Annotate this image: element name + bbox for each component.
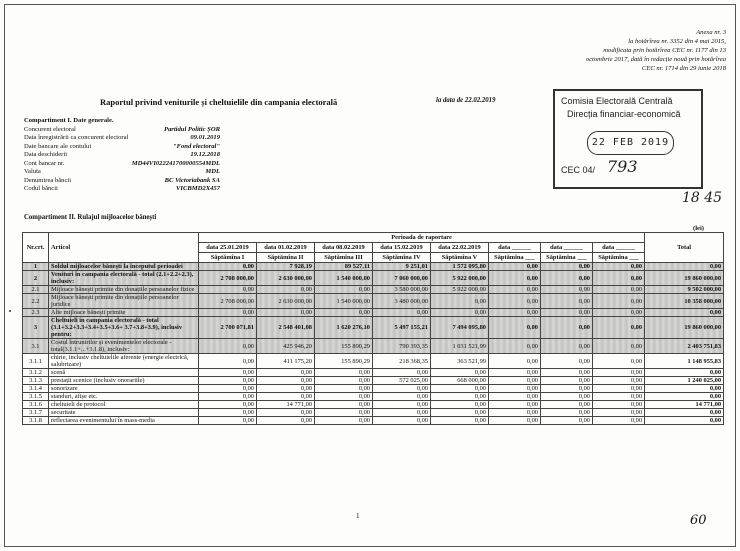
row-article: Mijloace bănești primite din donațiile persoanelor juridice bbox=[49, 294, 199, 309]
row-value: 9 251,01 bbox=[373, 263, 431, 271]
row-number: 2 bbox=[23, 271, 49, 286]
row-value: 0,00 bbox=[199, 385, 257, 393]
row-value: 89 527,11 bbox=[315, 263, 373, 271]
row-value: 0,00 bbox=[431, 309, 489, 317]
row-value: 0,00 bbox=[315, 401, 373, 409]
row-value: 0,00 bbox=[257, 377, 315, 385]
currency-unit: (lei) bbox=[693, 225, 704, 232]
row-value: 668 000,00 bbox=[431, 377, 489, 385]
row-value: 0,00 bbox=[431, 393, 489, 401]
table-row bbox=[23, 263, 724, 271]
row-value: 0,00 bbox=[489, 286, 541, 294]
row-value: 0,00 bbox=[489, 369, 541, 377]
row-value: 0,00 bbox=[593, 409, 645, 417]
period-week-header: Săptămîna II bbox=[257, 253, 315, 263]
table-row bbox=[23, 317, 724, 339]
row-article: Alte mijloace bănești primite bbox=[49, 309, 199, 317]
field-value: "Fond electoral" bbox=[172, 142, 220, 150]
row-value: 155 890,29 bbox=[315, 339, 373, 354]
period-date-header: data ______ bbox=[489, 243, 541, 253]
row-value: 0,00 bbox=[315, 393, 373, 401]
row-number: 1 bbox=[23, 263, 49, 271]
row-value: 0,00 bbox=[199, 409, 257, 417]
row-value: 0,00 bbox=[257, 385, 315, 393]
page-number: 1 bbox=[356, 512, 360, 520]
row-value: 0,00 bbox=[373, 417, 431, 425]
row-value: 1 620 276,10 bbox=[315, 317, 373, 339]
row-value: 0,00 bbox=[593, 339, 645, 354]
row-value: 0,00 bbox=[541, 286, 593, 294]
period-date-header: data 08.02.2019 bbox=[315, 243, 373, 253]
row-value: 0,00 bbox=[489, 339, 541, 354]
stamp-line-4: CEC 04/ bbox=[561, 165, 596, 175]
row-article: standuri, afișe etc. bbox=[49, 393, 199, 401]
row-article: Costul întrunirilor și evenimentelor electorale - total(3.1.1+...+3.1.8), inclusiv: bbox=[49, 339, 199, 354]
row-value: 0,00 bbox=[489, 393, 541, 401]
row-value: 2 630 000,00 bbox=[257, 271, 315, 286]
row-value: 1 540 000,00 bbox=[315, 271, 373, 286]
period-week-header: Săptămîna ___ bbox=[541, 253, 593, 263]
period-week-header: Săptămîna I bbox=[199, 253, 257, 263]
col-nr-header: Nr.crt. bbox=[23, 233, 49, 263]
row-value: 411 175,20 bbox=[257, 354, 315, 369]
row-value: 0,00 bbox=[257, 417, 315, 425]
field-label: Denumirea băncii bbox=[24, 176, 72, 184]
row-value: 0,00 bbox=[489, 263, 541, 271]
row-total: 19 860 000,00 bbox=[645, 271, 724, 286]
row-value: 155 890,29 bbox=[315, 354, 373, 369]
row-article: Cheltuieli în campania electorală - total (3.1+3.2+3.3+3.4+3.5+3.6+ 3.7+3.8+3.9), inclusiv pentru: bbox=[49, 317, 199, 339]
annex-line: Anexa nr. 3 bbox=[696, 29, 726, 36]
row-value: 0,00 bbox=[541, 317, 593, 339]
table-row bbox=[23, 354, 724, 369]
row-value: 0,00 bbox=[489, 354, 541, 369]
stamp-line-1: Comisia Electorală Centrală bbox=[561, 96, 673, 106]
row-value: 0,00 bbox=[431, 294, 489, 309]
row-value: 790 393,35 bbox=[373, 339, 431, 354]
period-date-header: data 15.02.2019 bbox=[373, 243, 431, 253]
cashflow-table bbox=[22, 232, 724, 425]
period-week-header: Săptămîna IV bbox=[373, 253, 431, 263]
row-value: 0,00 bbox=[315, 286, 373, 294]
row-value: 0,00 bbox=[541, 263, 593, 271]
row-value: 0,00 bbox=[431, 417, 489, 425]
row-value: 3 480 000,00 bbox=[373, 294, 431, 309]
field-value: BC Victoriabank SA bbox=[164, 176, 220, 184]
handwritten-page-number: 60 bbox=[690, 513, 707, 528]
row-number: 3.1.7 bbox=[23, 409, 49, 417]
row-number: 3.1 bbox=[23, 339, 49, 354]
row-value: 0,00 bbox=[199, 393, 257, 401]
field-label: Data deschiderii bbox=[24, 151, 68, 158]
row-article: Venituri în campania electorală - total (2.1+2.2+2.3), inclusiv: bbox=[49, 271, 199, 286]
row-value: 0,00 bbox=[593, 385, 645, 393]
row-total: 0,00 bbox=[645, 309, 724, 317]
row-value: 0,00 bbox=[315, 409, 373, 417]
row-total: 14 771,00 bbox=[645, 401, 724, 409]
row-number: 2.2 bbox=[23, 294, 49, 309]
row-value: 0,00 bbox=[431, 385, 489, 393]
row-value: 0,00 bbox=[593, 317, 645, 339]
row-value: 0,00 bbox=[199, 417, 257, 425]
period-header: Perioada de raportare bbox=[199, 233, 645, 243]
report-title: Raportul privind veniturile și cheltuielile din campania electorală bbox=[100, 97, 338, 107]
row-number: 3.1.4 bbox=[23, 385, 49, 393]
row-value: 3 580 000,00 bbox=[373, 286, 431, 294]
row-value: 1 031 521,99 bbox=[431, 339, 489, 354]
row-value: 7 928,19 bbox=[257, 263, 315, 271]
row-total: 1 148 955,83 bbox=[645, 354, 724, 369]
row-value: 7 494 095,80 bbox=[431, 317, 489, 339]
annex-note bbox=[506, 28, 726, 73]
row-value: 0,00 bbox=[541, 369, 593, 377]
row-value: 0,00 bbox=[593, 393, 645, 401]
row-value: 0,00 bbox=[593, 354, 645, 369]
row-value: 0,00 bbox=[489, 401, 541, 409]
col-article-header: Articol bbox=[49, 233, 199, 263]
field-value: 09.01.2019 bbox=[190, 134, 220, 141]
period-week-header: Săptămîna ___ bbox=[489, 253, 541, 263]
row-total: 19 860 000,00 bbox=[645, 317, 724, 339]
row-total: 9 502 000,00 bbox=[645, 286, 724, 294]
stamp-handwritten-number: 793 bbox=[607, 157, 638, 176]
row-value: 0,00 bbox=[373, 385, 431, 393]
row-value: 5 922 000,00 bbox=[431, 286, 489, 294]
row-value: 0,00 bbox=[199, 401, 257, 409]
row-value: 2 708 000,00 bbox=[199, 271, 257, 286]
row-article: Mijloace bănești primite din donațiile persoanelor fizice bbox=[49, 286, 199, 294]
field-value: MD44VI022241700000554MDL bbox=[131, 159, 220, 167]
row-value: 0,00 bbox=[541, 377, 593, 385]
row-article: prestații scenice (inclusiv onorariile) bbox=[49, 377, 199, 385]
row-value: 0,00 bbox=[489, 294, 541, 309]
row-value: 0,00 bbox=[199, 377, 257, 385]
row-value: 0,00 bbox=[593, 263, 645, 271]
table-row bbox=[23, 393, 724, 401]
field-label: Date bancare ale contului bbox=[24, 142, 92, 150]
row-value: 0,00 bbox=[541, 354, 593, 369]
row-number: 3.1.8 bbox=[23, 417, 49, 425]
row-value: 0,00 bbox=[593, 377, 645, 385]
row-article: chirie, inclusiv cheltuielile aferente (energie electrică, salubrizare) bbox=[49, 354, 199, 369]
row-value: 0,00 bbox=[315, 385, 373, 393]
row-value: 0,00 bbox=[199, 339, 257, 354]
row-value: 0,00 bbox=[489, 409, 541, 417]
row-number: 2.3 bbox=[23, 309, 49, 317]
general-field-row bbox=[24, 125, 220, 135]
annex-line: modificata prin hotărîrea CEC nr. 1177 din 13 bbox=[603, 47, 726, 54]
row-value: 0,00 bbox=[373, 369, 431, 377]
row-value: 2 700 071,81 bbox=[199, 317, 257, 339]
row-article: sonorizare bbox=[49, 385, 199, 393]
row-value: 0,00 bbox=[373, 409, 431, 417]
general-fields bbox=[24, 125, 220, 194]
period-date-header: data 01.02.2019 bbox=[257, 243, 315, 253]
row-value: 425 946,20 bbox=[257, 339, 315, 354]
row-value: 0,00 bbox=[315, 369, 373, 377]
row-value: 0,00 bbox=[541, 401, 593, 409]
row-value: 0,00 bbox=[431, 369, 489, 377]
row-number: 3.1.6 bbox=[23, 401, 49, 409]
row-value: 0,00 bbox=[257, 369, 315, 377]
row-number: 3.1.2 bbox=[23, 369, 49, 377]
general-field-row bbox=[24, 176, 220, 186]
table-row bbox=[23, 309, 724, 317]
row-value: 1 572 095,80 bbox=[431, 263, 489, 271]
table-row bbox=[23, 401, 724, 409]
row-value: 0,00 bbox=[593, 294, 645, 309]
field-label: Concurent electoral bbox=[24, 125, 76, 133]
table-row bbox=[23, 417, 724, 425]
row-number: 3.1.5 bbox=[23, 393, 49, 401]
row-value: 5 497 155,21 bbox=[373, 317, 431, 339]
table-row bbox=[23, 339, 724, 354]
row-value: 0,00 bbox=[373, 309, 431, 317]
row-value: 0,00 bbox=[541, 393, 593, 401]
row-value: 0,00 bbox=[199, 263, 257, 271]
row-value: 0,00 bbox=[541, 409, 593, 417]
row-number: 3.1.3 bbox=[23, 377, 49, 385]
registration-stamp bbox=[553, 89, 703, 189]
row-total: 10 358 000,00 bbox=[645, 294, 724, 309]
row-value: 0,00 bbox=[199, 369, 257, 377]
row-value: 5 922 000,00 bbox=[431, 271, 489, 286]
row-value: 2 630 000,00 bbox=[257, 294, 315, 309]
col-total-header: Total bbox=[645, 233, 724, 263]
row-value: 0,00 bbox=[541, 339, 593, 354]
annex-line: octombrie 2017, dată în redacție nouă prin hotărîrea bbox=[585, 56, 726, 63]
row-value: 0,00 bbox=[373, 401, 431, 409]
row-value: 2 548 401,08 bbox=[257, 317, 315, 339]
row-total: 0,00 bbox=[645, 385, 724, 393]
row-value: 572 025,00 bbox=[373, 377, 431, 385]
row-value: 0,00 bbox=[593, 271, 645, 286]
row-value: 0,00 bbox=[541, 309, 593, 317]
row-value: 0,00 bbox=[593, 401, 645, 409]
period-week-header: Săptămîna V bbox=[431, 253, 489, 263]
handwritten-note: 18 45 bbox=[682, 190, 723, 206]
row-value: 0,00 bbox=[431, 401, 489, 409]
row-number: 3.1.1 bbox=[23, 354, 49, 369]
row-value: 0,00 bbox=[541, 294, 593, 309]
row-value: 0,00 bbox=[489, 417, 541, 425]
row-value: 0,00 bbox=[593, 286, 645, 294]
row-total: 0,00 bbox=[645, 369, 724, 377]
row-value: 0,00 bbox=[489, 309, 541, 317]
row-article: securitate bbox=[49, 409, 199, 417]
row-value: 363 521,99 bbox=[431, 354, 489, 369]
row-article: Soldul mijloacelor bănești la începutul perioadei bbox=[49, 263, 199, 271]
period-week-header: Săptămîna ___ bbox=[593, 253, 645, 263]
row-value: 0,00 bbox=[257, 409, 315, 417]
field-value: MDL bbox=[205, 168, 220, 175]
field-value: Partidul Politic ȘOR bbox=[163, 125, 220, 133]
row-value: 0,00 bbox=[257, 286, 315, 294]
period-week-header: Săptămîna III bbox=[315, 253, 373, 263]
row-value: 7 060 000,00 bbox=[373, 271, 431, 286]
general-field-row bbox=[24, 134, 220, 143]
row-article: scenă bbox=[49, 369, 199, 377]
row-total: 0,00 bbox=[645, 263, 724, 271]
row-value: 0,00 bbox=[489, 271, 541, 286]
section-general-data bbox=[24, 117, 220, 194]
field-label: Cont bancar nr. bbox=[24, 159, 65, 167]
row-value: 0,00 bbox=[257, 393, 315, 401]
row-total: 1 240 025,00 bbox=[645, 377, 724, 385]
table-row bbox=[23, 271, 724, 286]
row-value: 0,00 bbox=[257, 309, 315, 317]
row-value: 218 368,35 bbox=[373, 354, 431, 369]
row-total: 0,00 bbox=[645, 409, 724, 417]
row-article: cheltuieli de protocol bbox=[49, 401, 199, 409]
table-row bbox=[23, 409, 724, 417]
row-value: 0,00 bbox=[489, 385, 541, 393]
row-value: 2 708 000,00 bbox=[199, 294, 257, 309]
section-2-heading: Compartiment II. Rulajul mijloacelor bănești bbox=[24, 214, 157, 221]
row-total: 0,00 bbox=[645, 393, 724, 401]
row-value: 0,00 bbox=[593, 417, 645, 425]
row-value: 0,00 bbox=[199, 354, 257, 369]
field-value: 19.12.2018 bbox=[190, 151, 220, 158]
period-date-header: data ______ bbox=[593, 243, 645, 253]
annex-line: la hotărîrea nr. 3352 din 4 mai 2015, bbox=[628, 38, 726, 45]
period-date-header: data ______ bbox=[541, 243, 593, 253]
table-row bbox=[23, 385, 724, 393]
general-field-row bbox=[24, 159, 220, 169]
field-value: VICBMD2X457 bbox=[176, 185, 220, 192]
row-total: 2 403 751,83 bbox=[645, 339, 724, 354]
row-total: 0,00 bbox=[645, 417, 724, 425]
general-field-row bbox=[24, 142, 220, 152]
stamp-line-2: Direcția financiar-economică bbox=[567, 109, 681, 119]
table-row bbox=[23, 369, 724, 377]
stamp-date: 22 FEB 2019 bbox=[587, 131, 674, 155]
row-article: reflectarea evenimentului în mass-media bbox=[49, 417, 199, 425]
field-label: Valuta bbox=[24, 168, 41, 175]
row-value: 0,00 bbox=[199, 286, 257, 294]
row-value: 0,00 bbox=[431, 409, 489, 417]
row-value: 14 771,00 bbox=[257, 401, 315, 409]
table-row bbox=[23, 294, 724, 309]
row-value: 0,00 bbox=[489, 317, 541, 339]
row-value: 0,00 bbox=[541, 417, 593, 425]
scan-speck bbox=[9, 310, 11, 312]
general-field-row bbox=[24, 185, 220, 194]
general-field-row bbox=[24, 151, 220, 160]
row-number: 3 bbox=[23, 317, 49, 339]
report-date: la data de 22.02.2019 bbox=[436, 97, 496, 104]
row-value: 0,00 bbox=[593, 369, 645, 377]
row-value: 0,00 bbox=[315, 377, 373, 385]
period-date-header: data 22.02.2019 bbox=[431, 243, 489, 253]
row-value: 0,00 bbox=[541, 385, 593, 393]
row-value: 0,00 bbox=[541, 271, 593, 286]
table-row bbox=[23, 377, 724, 385]
general-field-row bbox=[24, 168, 220, 177]
row-value: 0,00 bbox=[593, 309, 645, 317]
section-1-heading: Compartiment I. Date generale. bbox=[24, 117, 114, 124]
annex-line: CEC nr. 1714 din 29 iunie 2018 bbox=[641, 65, 726, 72]
row-number: 2.1 bbox=[23, 286, 49, 294]
row-value: 0,00 bbox=[489, 377, 541, 385]
row-value: 0,00 bbox=[373, 393, 431, 401]
row-value: 1 540 000,00 bbox=[315, 294, 373, 309]
table-row bbox=[23, 286, 724, 294]
row-value: 0,00 bbox=[315, 309, 373, 317]
row-value: 0,00 bbox=[315, 417, 373, 425]
row-value: 0,00 bbox=[199, 309, 257, 317]
field-label: Codul băncii bbox=[24, 185, 58, 192]
field-label: Data înregistrării ca concurent electoral bbox=[24, 134, 129, 141]
period-date-header: data 25.01.2019 bbox=[199, 243, 257, 253]
